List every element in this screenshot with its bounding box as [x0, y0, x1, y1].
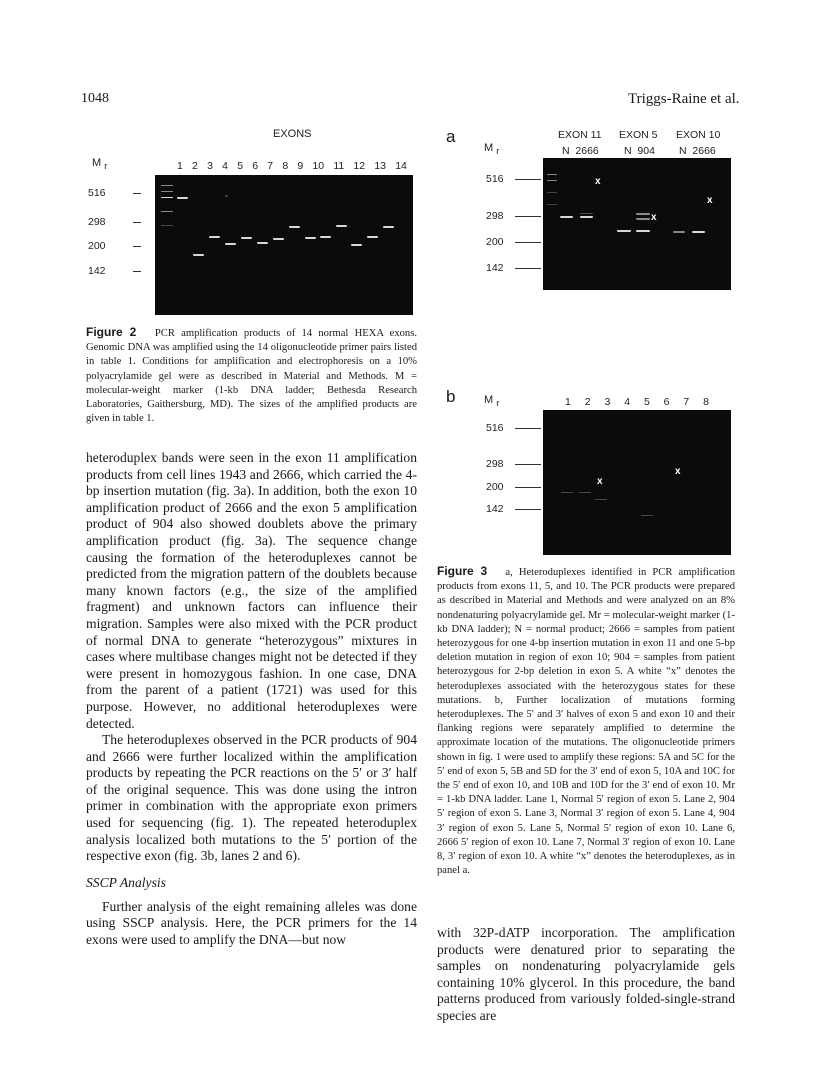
fig3a-samples-exon11: N 2666 [562, 145, 599, 157]
fig3b-marker-200: 200 [486, 481, 504, 493]
fig3b-marker-tick [515, 487, 541, 488]
fig2-lane-label: 7 [267, 160, 274, 172]
fig2-marker-tick [133, 193, 141, 194]
body-paragraph: Further analysis of the eight remaining alleles was done using SSCP analysis. Here, the PCR primers for the 14 exons were used to amplify the DNA—but now [86, 898, 417, 948]
right-column [437, 925, 735, 1025]
fig2-lane-label: 8 [282, 160, 289, 172]
fig3b-lane-label: 3 [604, 396, 611, 408]
fig3a-exon-10-header: EXON 10 [676, 129, 721, 141]
fig3a-marker-142: 142 [486, 262, 504, 274]
fig2-caption-label: Figure 2 [86, 325, 137, 339]
fig2-mr-label [92, 157, 107, 171]
fig3b-heteroduplex-marker: x [675, 466, 681, 477]
fig2-marker-tick [133, 246, 141, 247]
fig3b-marker-tick [515, 464, 541, 465]
fig3a-gel-image [543, 158, 731, 290]
fig3b-mr: M [484, 394, 494, 406]
fig3a-marker-298: 298 [486, 210, 504, 222]
fig3a-marker-tick [515, 179, 541, 180]
fig3b-panel-label: b [446, 387, 456, 406]
fig3a-exon-5-header: EXON 5 [619, 129, 658, 141]
fig2-caption-text: PCR amplification products of 14 normal HEXA exons. Genomic DNA was amplified using the 14 oligonucleotide primer pairs listed in table 1. Conditions for amplification and electrophoresis on a 10% polyacrylamide gel were as described in Material and Methods. M = molecular-weight marker (1-kb DNA ladder; Bethesda Research Laboratories, Gaithersburg, MD). The sizes of the amplified products are given in table 1. [86, 328, 417, 425]
fig3b-mr-label [484, 394, 499, 408]
fig2-lane-label: 3 [207, 160, 213, 172]
fig3a-marker-516: 516 [486, 173, 504, 185]
fig3b-marker-142: 142 [486, 503, 504, 515]
fig3a-marker-tick [515, 216, 541, 217]
fig3b-lane-labels [565, 396, 709, 408]
fig2-lane-label: 1 [177, 160, 183, 172]
fig2-lane-label: 14 [395, 160, 407, 172]
body-paragraph: heteroduplex bands were seen in the exon 11 amplification products from cell lines 1943 and 2666, which carried the 4-bp insertion mutation (fig. 3a). In addition, both the exon 10 amplification product of 2666 and the exon 5 amplification product of 904 also showed doublets above the primary amplification product (fig. 3a). The sequence change causing the formation of the heteroduplexes cannot be predicted from the migration pattern of the doublets because many known factors (e.g., the size of the amplified fragment) and unknown factors can influence their migration. Samples were also mixed with the PCR product of normal DNA to generate “heterozygous” mixtures in cases where multibase changes might not be detected if they were present in homozygous fashion. In one case, DNA from the parent of a patient (1721) was used for this purpose. However, no additional heteroduplexes were detected. [86, 450, 417, 731]
fig2-lane-label: 5 [237, 160, 244, 172]
fig2-lane-labels [177, 160, 407, 172]
fig2-marker-tick [133, 222, 141, 223]
body-paragraph: The heteroduplexes observed in the PCR products of 904 and 2666 were further localized within the amplification products by repeating the PCR reactions on the 5′ or 3′ half of the original sequence. This was done using the intron primer in combination with the appropriate exon primers used for sequencing (fig. 1). The repeated heteroduplex analysis localized both mutations to the 5′ portion of the respective exon (fig. 3b, lanes 2 and 6). [86, 732, 417, 864]
fig3a-marker-tick [515, 242, 541, 243]
fig3b-marker-tick [515, 428, 541, 429]
fig3a-samples-exon10: N 2666 [679, 145, 716, 157]
page-number: 1048 [81, 91, 109, 106]
fig3a-samples-exon5: N 904 [624, 145, 655, 157]
fig2-lane-label: 9 [297, 160, 304, 172]
fig3a-heteroduplex-marker: x [651, 212, 657, 223]
fig3b-marker-298: 298 [486, 458, 504, 470]
body-paragraph: with 32P-dATP incorporation. The amplification products were denatured prior to separating the samples on nondenaturing polyacrylamide gels containing 10% glycerol. In this procedure, the band patterns produced from variously folded-single-strand species are [437, 925, 735, 1023]
fig3b-lane-label: 5 [643, 396, 650, 408]
fig3b-lane-label: 1 [565, 396, 571, 408]
fig3b-lane-label: 4 [624, 396, 631, 408]
fig2-marker-516: 516 [88, 187, 106, 199]
fig2-mr: M [92, 157, 102, 169]
fig3a-panel-label: a [446, 127, 456, 146]
fig2-marker-298: 298 [88, 216, 106, 228]
fig3b-heteroduplex-marker: x [597, 476, 603, 487]
fig3a-mr-label [484, 142, 499, 156]
fig2-mr-sub: r [104, 161, 108, 172]
fig3-caption [437, 564, 735, 878]
fig3a-marker-200: 200 [486, 236, 504, 248]
fig2-gel-image [155, 175, 413, 315]
left-column [86, 450, 417, 949]
fig2-lane-label: 13 [374, 160, 386, 172]
fig2-marker-200: 200 [88, 240, 106, 252]
fig2-caption [86, 325, 417, 426]
fig3-caption-label: Figure 3 [437, 564, 488, 578]
fig3-caption-text: a, Heteroduplexes identified in PCR amplification products from exons 11, 5, and 10. The PCR products were prepared as described in Material and Methods and were analyzed on an 8% nondenaturing polyacrylamide gel. Mr = molecular-weight marker (1-kb DNA ladder); N = normal product; 2666 = samples from patient heterozygous for one 4-bp insertion mutation in exon 11 and one 5-bp deletion mutation in region of exon 10; 904 = samples from patient heterozygous for 2-bp deletion in exon 5. A white “x” denotes the heteroduplexes associated with the heterozygous states for these mutations. b, Further localization of mutations forming heteroduplexes. The 5′ and 3′ halves of exon 5 and exon 10 and their flanking regions were separately amplified to determine the approximate location of the mutations. The oligonucleotide primers shown in fig. 1 were used to amplify these regions: 5A and 5C for the 5′ end of exon 5, 5B and 5D for the 3′ end of exon 5, 10A and 10C for the 5′ end of exon 10, and 10B and 10D for the 3′ end of exon 10. Mr = 1-kb DNA ladder. Lane 1, Normal 5′ region of exon 5. Lane 2, 904 5′ region of exon 5. Lane 3, Normal 3′ region of exon 5. Lane 4, 904 3′ region of exon 5. Lane 5, Normal 5′ region of exon 10. Lane 6, 2666 5′ region of exon 10. Lane 7, Normal 3′ region of exon 10. Lane 8, 3′ region of exon 10. A white “x” denotes the heteroduplexes, as in panel a. [437, 567, 735, 877]
running-head: Triggs-Raine et al. [628, 91, 740, 107]
fig2-lane-label: 6 [252, 160, 259, 172]
fig2-lane-label: 11 [333, 160, 345, 172]
fig2-marker-142: 142 [88, 265, 106, 277]
fig3b-lane-label: 2 [584, 396, 591, 408]
fig3b-gel-image [543, 410, 731, 555]
fig3a-heteroduplex-marker: x [707, 195, 713, 206]
fig3a-mr: M [484, 142, 494, 154]
fig2-title: EXONS [273, 128, 312, 140]
fig3b-lane-label: 7 [683, 396, 690, 408]
fig3a-mr-sub: r [496, 146, 500, 157]
fig3b-marker-516: 516 [486, 422, 504, 434]
fig3b-lane-label: 6 [663, 396, 670, 408]
fig3b-mr-sub: r [496, 398, 500, 409]
fig2-lane-label: 10 [312, 160, 325, 172]
section-heading-sscp: SSCP Analysis [86, 874, 166, 890]
fig3a-heteroduplex-marker: x [595, 176, 601, 187]
fig3b-marker-tick [515, 509, 541, 510]
fig2-lane-label: 4 [222, 160, 228, 172]
fig2-marker-tick [133, 271, 141, 272]
fig2-lane-label: 2 [192, 160, 198, 172]
fig3a-exon-11-header: EXON 11 [558, 129, 602, 141]
fig2-lane-label: 12 [353, 160, 366, 172]
fig3b-lane-label: 8 [703, 396, 709, 408]
fig3a-marker-tick [515, 268, 541, 269]
